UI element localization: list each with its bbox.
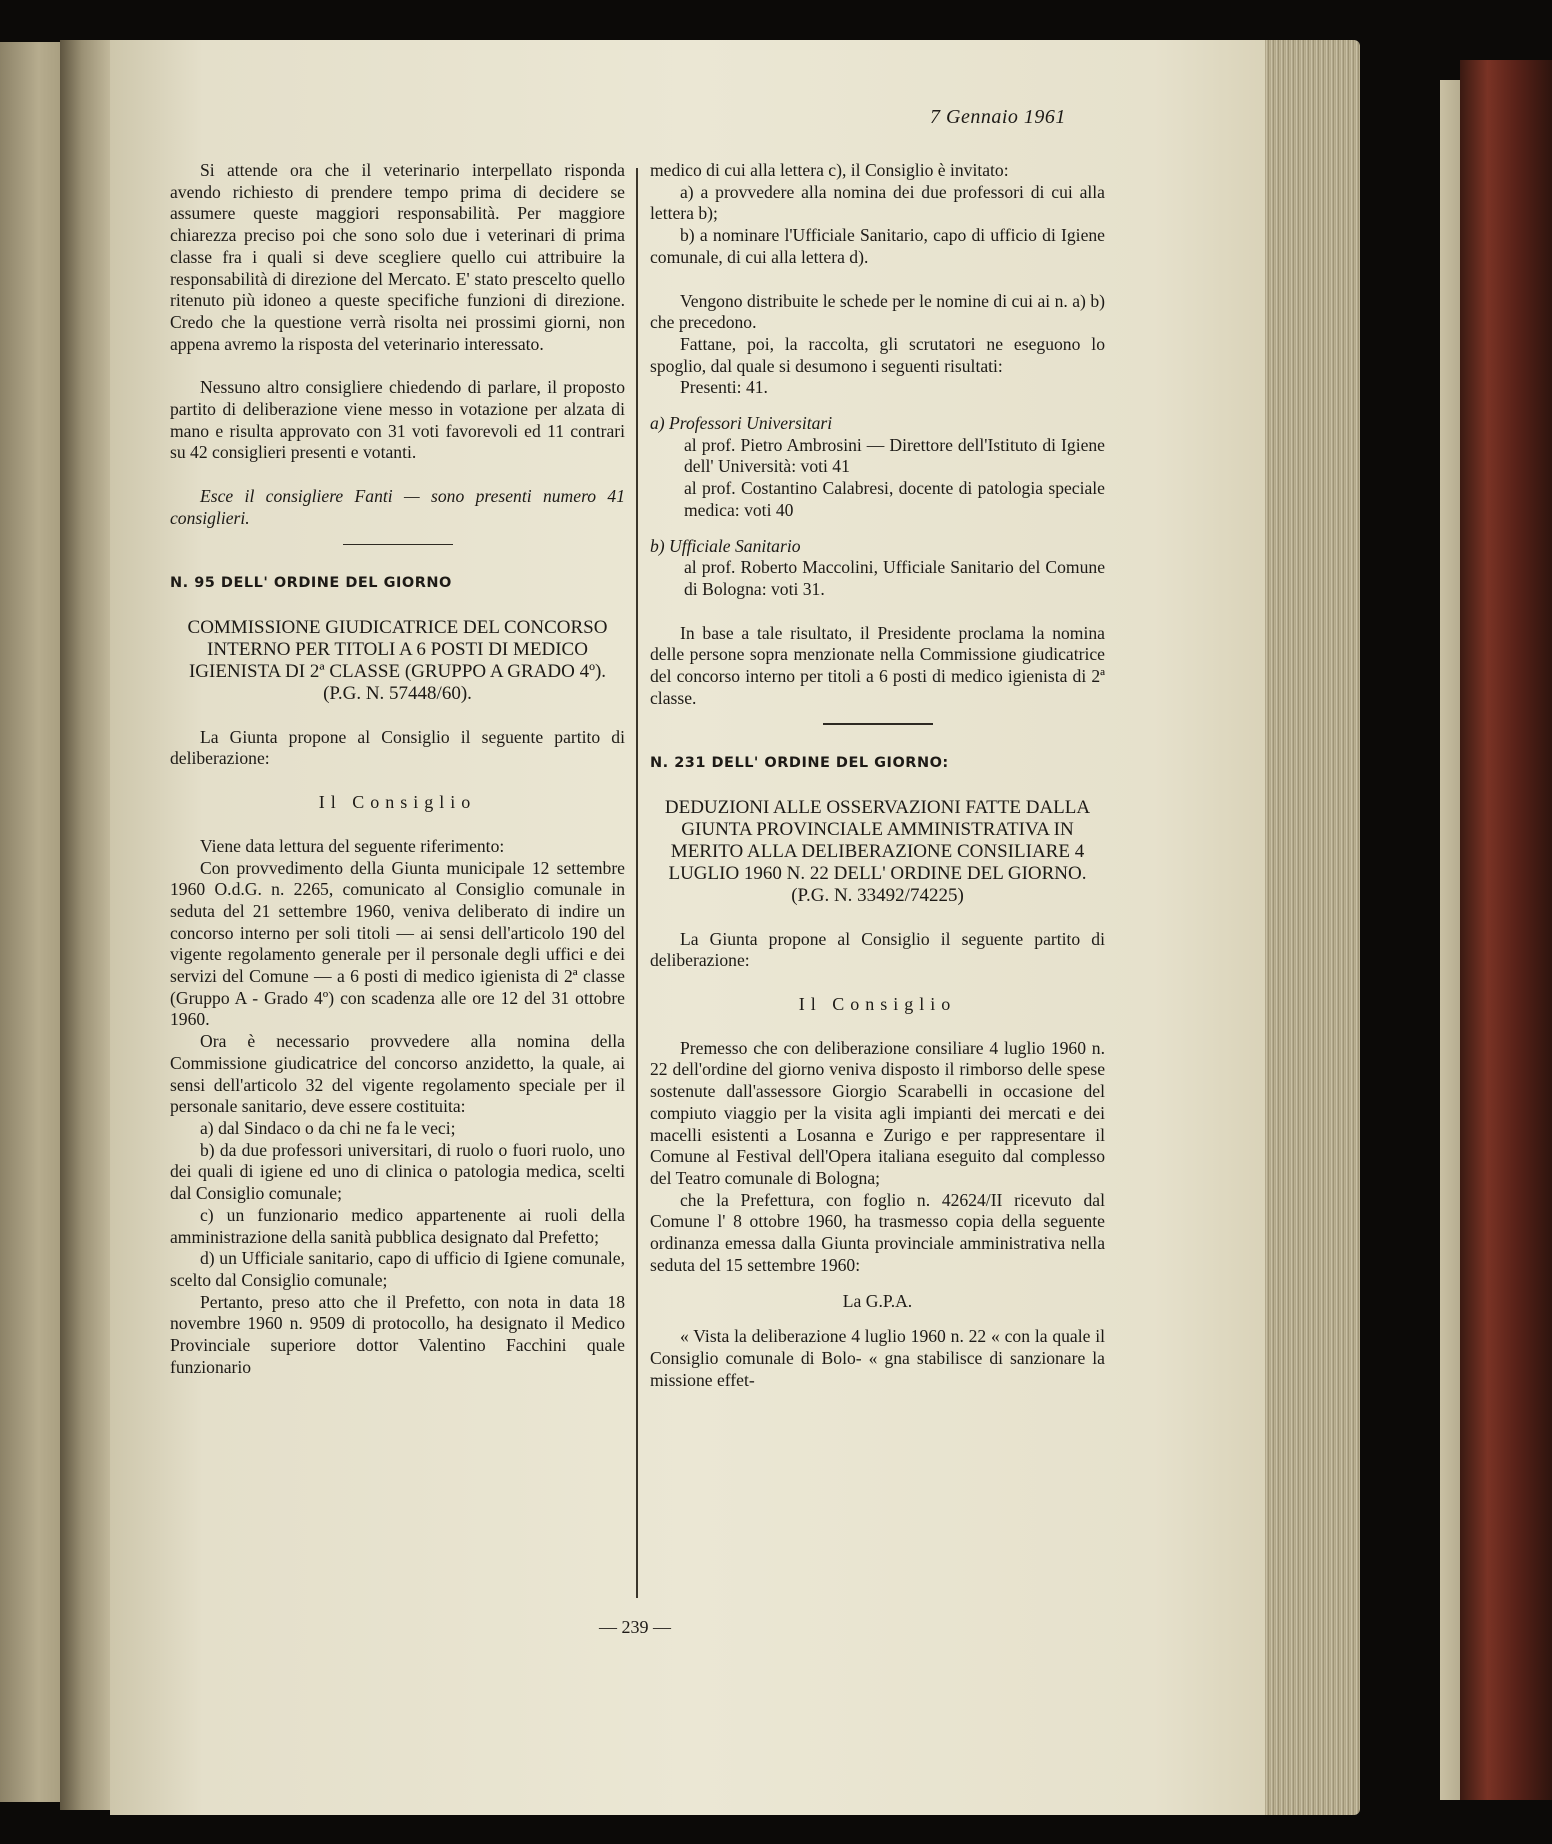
paragraph: Ora è necessario provvedere alla nomina della Commissione giudicatrice del concorso anzidetto, la quale, ai sensi dell'articolo 32 del vigente regolamento speciale per il personale sanitario, deve essere costituita: (170, 1031, 625, 1117)
paragraph: Premesso che con deliberazione consiliare 4 luglio 1960 n. 22 dell'ordine del giorno veniva disposto il rimborso delle spese sostenute dall'assessore Giorgio Scarabelli in occasione del compiuto viaggio per la visita agli impianti dei mercati e dei macelli esistenti a Losanna e Zurigo e per rappresentare il Comune al Festival dell'Opera italiana eseguito dal complesso del Teatro comunale di Bologna; (650, 1037, 1105, 1188)
paragraph: che la Prefettura, con foglio n. 42624/II ricevuto dal Comune l' 8 ottobre 1960, ha trasmesso copia della seguente ordinanza emessa dalla Giunta provinciale amministrativa nella seduta del 15 settembre 1960: (650, 1189, 1105, 1275)
result-item: al prof. Roberto Maccolini, Ufficiale Sanitario del Comune di Bologna: voti 31. (684, 557, 1105, 599)
list-item: a) a provvedere alla nomina dei due professori di cui alla lettera b); (650, 181, 1105, 224)
header-date: 7 Gennaio 1961 (930, 106, 1066, 128)
separator-rule (343, 544, 453, 546)
paragraph: La Giunta propone al Consiglio il seguente partito di deliberazione: (650, 928, 1105, 971)
consiglio-heading: Il Consiglio (318, 792, 477, 813)
paragraph-italic: Esce il consigliere Fanti — sono presenti numero 41 consiglieri. (170, 486, 625, 528)
page-number: — 239 — (599, 1617, 671, 1637)
paragraph: Fattane, poi, la raccolta, gli scrutatori ne eseguono lo spoglio, dal quale si desumono i seguenti risultati: (650, 333, 1105, 376)
list-item: a) dal Sindaco o da chi ne fa le veci; (200, 1118, 456, 1138)
left-column (170, 160, 625, 1378)
section-title: COMMISSIONE GIUDICATRICE DEL CONCORSO INTERNO PER TITOLI A 6 POSTI DI MEDICO IGIENISTA DI 2ª CLASSE (GRUPPO A GRADO 4º). (P.G. N. 57448/60). (187, 616, 608, 704)
result-group: a) Professori Universitari (650, 413, 833, 434)
section-pg: (P.G. N. 33492/74225) (791, 884, 964, 906)
section-title: DEDUZIONI ALLE OSSERVAZIONI FATTE DALLA GIUNTA PROVINCIALE AMMINISTRATIVA IN MERITO ALLA DELIBERAZIONE CONSILIARE 4 LUGLIO 1960 N. 22 DELL' ORDINE DEL GIORNO. (664, 796, 1091, 884)
paragraph: In base a tale risultato, il Presidente proclama la nomina delle persone sopra menzionate nella Commissione giudicatrice del concorso interno per titoli a 6 posti di medico igienista di 2ª classe. (650, 622, 1105, 708)
gpa-heading: La G.P.A. (842, 1290, 913, 1311)
section-heading: N. 231 DELL' ORDINE DEL GIORNO: (650, 754, 949, 771)
page-edges (1265, 40, 1360, 1815)
list-item: b) da due professori universitari, di ruolo o fuori ruolo, uno dei quali di igiene ed uno di clinica o patologia medica, scelti dal Consiglio comunale; (170, 1139, 625, 1204)
book-gutter (60, 40, 115, 1810)
paragraph: Nessuno altro consigliere chiedendo di parlare, il proposto partito di deliberazione viene messo in votazione per alzata di mano e risulta approvato con 31 voti favorevoli ed 11 contrari su 42 consiglieri presenti e votanti. (170, 377, 625, 463)
quoted-paragraph: « Vista la deliberazione 4 luglio 1960 n. 22 « con la quale il Consiglio comunale di Bolo- « gna stabilisce di sanzionare la missione effet- (650, 1326, 1105, 1390)
list-item: c) un funzionario medico appartenente ai ruoli della amministrazione della sanità pubblica designato dal Prefetto; (170, 1204, 625, 1247)
paragraph: Viene data lettura del seguente riferimento: (200, 835, 505, 856)
list-item: d) un Ufficiale sanitario, capo di ufficio di Igiene comunale, scelto dal Consiglio comunale; (170, 1248, 625, 1290)
right-column (650, 160, 1105, 1391)
paragraph: medico di cui alla lettera c), il Consiglio è invitato: (650, 160, 1009, 180)
paragraph: Con provvedimento della Giunta municipale 12 settembre 1960 O.d.G. n. 2265, comunicato al Consiglio comunale in seduta del 21 settembre 1960, veniva deliberato di indire un concorso interno per soli titoli — ai sensi dell'articolo 190 del vigente regolamento generale per il personale degli uffici e dei servizi del Comune — a 6 posti di medico igienista di 2ª classe (Gruppo A - Grado 4º) con scadenza alle ore 12 del 31 ottobre 1960. (170, 857, 625, 1030)
separator-rule (823, 723, 933, 725)
result-group: b) Ufficiale Sanitario (650, 535, 801, 556)
column-divider (636, 168, 638, 1598)
paragraph: Pertanto, preso atto che il Prefetto, con nota in data 18 novembre 1960 n. 9509 di protocollo, ha designato il Medico Provinciale superiore dottor Valentino Facchini quale funzionario (170, 1291, 625, 1377)
paragraph: Si attende ora che il veterinario interpellato risponda avendo richiesto di prendere tempo prima di decidere se assumere queste maggiori responsabilità. Per maggiore chiarezza preciso poi che sono solo due i veterinari di prima classe fra i quali si deve scegliere quello cui attribuire la responsabilità di direzione del Mercato. E' stato prescelto quello ritenuto più idoneo a queste specifiche funzioni di direzione. Credo che la questione verrà risolta nei prossimi giorni, non appena avremo la risposta del veterinario interessato. (170, 160, 625, 354)
result-item: al prof. Pietro Ambrosini — Direttore dell'Istituto di Igiene dell' Università: voti 41 (684, 434, 1105, 477)
book-spine (1460, 60, 1552, 1800)
presenti-line: Presenti: 41. (680, 377, 768, 398)
section-heading: N. 95 DELL' ORDINE DEL GIORNO (170, 575, 452, 592)
paragraph: La Giunta propone al Consiglio il seguente partito di deliberazione: (170, 726, 625, 769)
list-item: b) a nominare l'Ufficiale Sanitario, capo di ufficio di Igiene comunale, di cui alla lettera d). (650, 225, 1105, 267)
result-item: al prof. Costantino Calabresi, docente di patologia speciale medica: voti 40 (684, 478, 1105, 520)
paragraph: Vengono distribuite le schede per le nomine di cui ai n. a) b) che precedono. (650, 290, 1105, 333)
consiglio-heading: Il Consiglio (798, 994, 957, 1015)
